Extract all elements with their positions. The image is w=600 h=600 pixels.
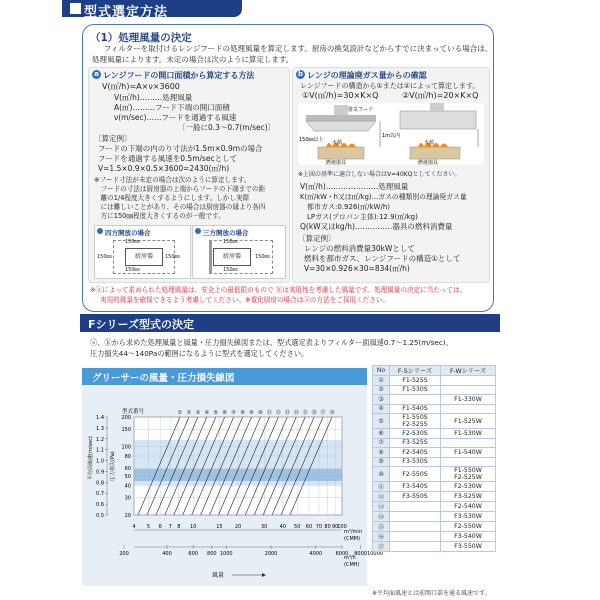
table-row (373, 512, 496, 522)
intro-line-2: 処理風量によります。未定の場合は次のように算定します。 (92, 55, 294, 64)
table-cell: F2-550S (390, 467, 441, 482)
table-cell: ⑬ (373, 502, 390, 512)
cmh-tick: 6000 (335, 551, 349, 557)
table-row (373, 438, 496, 448)
table-cell: ⑫ (373, 492, 390, 502)
device-box: 厨房器 (213, 248, 251, 266)
cmh-tick: 200 (119, 551, 129, 557)
dim-label: 150㎜ (223, 267, 238, 273)
diagram-label: 燃焼器具 (418, 160, 439, 166)
cmm-tick: 15 (216, 524, 223, 530)
series-label: ② (186, 410, 192, 416)
series-label: ⑯ (311, 410, 317, 416)
pressure-tick: 200 (121, 415, 131, 421)
series-label: ⑦ (231, 410, 236, 416)
series-label: ⑱ (329, 410, 335, 416)
table-cell: F3-530W (441, 512, 496, 522)
three-side-title: 三方開放の場合 (203, 229, 249, 237)
pressure-tick: 100 (121, 444, 131, 451)
table-cell: F1-330W (441, 395, 496, 405)
table-row (373, 482, 496, 492)
section-title: （1）処理風量の決定 (90, 32, 192, 44)
badge-a-icon: a (92, 70, 101, 79)
dim-label: 150㎜ (97, 254, 112, 260)
table-cell: F3-525W (441, 492, 496, 502)
cmm-tick: 50 (294, 524, 301, 530)
diagram-label: 燃焼器具 (326, 160, 347, 166)
pressure-tick: 80 (124, 453, 131, 460)
table-row (373, 467, 496, 482)
dim-label: 150㎜ (165, 254, 180, 260)
dim-label: 150㎜ (223, 239, 238, 245)
fseries-title: Fシリーズ型式の決定 (88, 318, 194, 331)
device-box: 厨房器 (125, 248, 163, 266)
series-label: ⑮ (302, 410, 308, 416)
left-remark-3: 離の1/4程度大きくするようにします。しかし実際 (94, 194, 250, 202)
table-header-cell: No (373, 366, 390, 376)
right-def-lp-gas: LPガス(プロパン主体):12.9(㎥/kg) (300, 213, 418, 221)
table-cell: ⑨ (373, 457, 390, 467)
left-example-title: 〔算定例〕 (94, 134, 132, 143)
table-row (373, 414, 496, 429)
cmm-tick: 80 (324, 524, 331, 530)
table-header-cell: F-Wシリーズ (441, 366, 496, 376)
velocity-tick: 1.0 (96, 458, 104, 465)
left-example-2: フードを通過する風速を0.5m/secとして (98, 154, 238, 163)
table-cell (390, 542, 441, 552)
pressure-tick: 40 (124, 483, 131, 490)
table-cell: F1-530S (390, 385, 441, 395)
cmh-tick: 400 (162, 551, 172, 557)
table-cell: ③ (373, 395, 390, 405)
table-row (373, 429, 496, 439)
table-row (373, 542, 496, 552)
four-side-diagram (94, 225, 191, 279)
table-cell: F2-550W (441, 522, 496, 532)
fseries-desc-1: ⓐ、ⓑから求めた処理風量と風量・圧力損失線図または、型式選定表よりフィルター面風速0.7〜1.25(m/sec)、 (90, 338, 453, 347)
pressure-axis-label: 圧力損失(Pa) (110, 451, 116, 481)
table-cell: ⑤ (373, 414, 390, 429)
diagram-caption: ※上図の基準に適合しない場合はV=40KQとしてください。 (298, 171, 461, 178)
table-cell: ④ (373, 404, 390, 414)
table-cell: F2-540W (441, 502, 496, 512)
series-label: ⑭ (293, 410, 299, 416)
table-cell (441, 457, 496, 467)
header-square-icon (70, 3, 81, 14)
table-cell (390, 512, 441, 522)
left-heading: a レンジフードの開口面積から算定する方法 (92, 70, 254, 81)
series-label: ⑧ (240, 410, 245, 416)
cmm-tick: 90 (332, 524, 339, 530)
left-remark-2: フードの寸法は厨房器の上端からフードの下端までの距 (94, 185, 266, 193)
right-example-title: 〔算定例〕 (298, 234, 336, 243)
table-cell: ② (373, 385, 390, 395)
cmh-tick: 800 (207, 551, 217, 557)
velocity-tick: 0.9 (96, 469, 104, 476)
fseries-bar (80, 314, 500, 332)
diagram-label: 排気フード (348, 107, 373, 113)
pressure-tick: 20 (124, 513, 131, 519)
table-cell: F3-530S (390, 457, 441, 467)
cmh-tick: 2000 (264, 551, 278, 557)
cmh-unit: m³/h (344, 555, 356, 561)
right-example-3: V=30×0.926×30=834(㎥/h) (304, 264, 410, 273)
blue-dot-icon (97, 228, 103, 234)
table-row (373, 404, 496, 414)
table-cell: F3-550S (390, 492, 441, 502)
table-cell: F2-530S (390, 429, 441, 439)
left-example-1: フードの下端の内のり寸法が1.5m×0.9mの場合 (98, 144, 263, 153)
page-header (0, 0, 600, 18)
three-side-diagram (192, 225, 286, 279)
formula-def-range: 〔一般に0.3〜0.7(m/sec)〕 (178, 123, 276, 132)
cmm-tick: 60 (305, 524, 313, 530)
series-label: ⑰ (320, 410, 326, 416)
cmh-tick: 10000 (367, 551, 383, 557)
velocity-tick: 1.1 (96, 447, 104, 454)
table-cell: F3-550W (441, 542, 496, 552)
cmh-tick: 4000 (309, 551, 323, 557)
table-cell: F3-540S (390, 482, 441, 492)
right-intro-1: レンジフードの構造から①または②によって算定します。 (300, 82, 480, 90)
series-label: ⑬ (284, 410, 290, 416)
table-cell: ⑦ (373, 438, 390, 448)
warning-line-1: ※ⓐによって求められた処理風量は、安全上の最低限のもので ⓑは実用性を考慮した風量です。処理風量の決定に当たっては、 (90, 286, 467, 294)
cmm-tick: 7 (168, 524, 172, 530)
formula-def-a: A(㎡)………フード下端の開口面積 (114, 103, 230, 112)
table-cell (441, 385, 496, 395)
table-cell: ⑭ (373, 512, 390, 522)
table-cell: F1-550W F2-525W (441, 467, 496, 482)
series-label: ⑫ (275, 410, 281, 416)
page-title: 型式選定方法 (84, 5, 169, 20)
cmm-tick: 100 (337, 524, 347, 530)
left-remark-5: 方に150㎜程度大きくするのが一般です。 (94, 212, 225, 220)
velocity-tick: 0.7 (96, 491, 104, 498)
pressure-tick: 30 (124, 495, 131, 502)
table-cell (390, 522, 441, 532)
legend-label: 型式番号 (122, 409, 145, 415)
table-cell: F1-525W (441, 414, 496, 429)
model-table (372, 365, 496, 552)
table-cell (390, 532, 441, 542)
pressure-tick: 50 (124, 474, 131, 481)
table-cell: F2-530W (441, 482, 496, 492)
table-row (373, 492, 496, 502)
table-cell: ⑰ (373, 542, 390, 552)
table-row (373, 395, 496, 405)
right-example-1: レンジの燃料消費量30kWとして (304, 244, 415, 253)
pressure-tick: 60 (124, 466, 131, 473)
chart-title: グリーサーの風量・圧力損失線図 (92, 373, 235, 384)
cmm-tick: 70 (315, 524, 323, 530)
four-side-title: 四方開放の場合 (105, 229, 151, 237)
cmm-tick: 40 (279, 524, 286, 530)
table-row (373, 522, 496, 532)
x-axis-label: 風量 (212, 572, 225, 579)
right-def-q: Q(kW又はkg/h)……………器具の燃料消費量 (300, 222, 453, 231)
cmm-tick: 10 (190, 524, 197, 530)
table-row (373, 502, 496, 512)
cmh-tick: 1000 (219, 551, 233, 557)
table-cell (390, 395, 441, 405)
table-row (373, 532, 496, 542)
velocity-tick: 0.5 (96, 513, 104, 519)
table-row (373, 448, 496, 458)
table-cell: ⑯ (373, 532, 390, 542)
dim-label: 150㎜ (125, 239, 140, 245)
velocity-tick: 1.3 (96, 425, 104, 432)
pressure-tick: 150 (121, 427, 131, 434)
table-cell: F1-540S (390, 404, 441, 414)
table-note: ※平均面風速とは前開口部を通る風速です。 (372, 590, 491, 597)
table-cell: ① (373, 376, 390, 386)
warning-line-2: 実用的風量を確保できるよう考慮してください。※電化厨房の場合はⓐの方法をご採用ください。 (100, 296, 390, 304)
table-cell: F1-530W (441, 429, 496, 439)
right-def-v: V(㎥/h)…………………処理風量 (300, 182, 409, 191)
series-label: ⑤ (213, 410, 219, 416)
diagram-label: 1m以内 (382, 133, 401, 139)
cmh-tick: 8000 (354, 551, 367, 557)
velocity-tick: 1.2 (96, 436, 104, 443)
right-formula-1: ①V(㎥/h)=30×K×Q (302, 91, 379, 100)
right-example-2: 燃料を都市ガス、レンジフードの構造①として (304, 254, 461, 263)
series-label: ⑥ (222, 410, 227, 416)
table-cell (441, 404, 496, 414)
diagram-label: 150㎜以上 (299, 137, 324, 143)
velocity-tick: 0.6 (96, 502, 104, 509)
right-def-k: K(㎥/kW・h又は㎥/kg)…ガスの種類別の理論廃ガス量 (300, 193, 467, 201)
series-label: ④ (204, 410, 210, 416)
table-cell: F3-540W (441, 532, 496, 542)
cmm-unit-b: (CMM) (344, 536, 361, 542)
cmm-tick: 20 (234, 524, 242, 530)
right-heading: b レンジの理論廃ガス量からの確認 (297, 70, 427, 80)
table-cell (441, 376, 496, 386)
diagram-label: 火源 (332, 140, 343, 146)
cmm-unit: m³/min (344, 529, 362, 535)
series-label: ⑩ (258, 410, 263, 416)
table-cell: F1-550S F2-525S (390, 414, 441, 429)
pressure-loss-chart (82, 385, 383, 586)
right-formula-2: ②V(㎥/h)=20×K×Q (402, 91, 479, 100)
arrow-head-icon (262, 573, 266, 577)
table-cell: F2-540S (390, 448, 441, 458)
cmh-tick: 600 (188, 551, 198, 557)
table-cell: ⑧ (373, 448, 390, 458)
cmm-tick: 4 (132, 524, 136, 530)
table-cell: ⑪ (373, 482, 390, 492)
left-remark-4: には難しいことがあり、その場合は厨房器の縁より各四 (94, 203, 266, 211)
formula-def-v: V(㎥/h)………処理風量 (114, 93, 193, 102)
velocity-axis-label: 平均面風速(m/sec) (88, 436, 94, 480)
left-example-3: V=1.5×0.9×0.5×3600=2430(㎥/h) (98, 164, 230, 173)
table-header-cell: F-Sシリーズ (390, 366, 441, 376)
fseries-desc-2: 圧力損失44〜140Paの範囲になるように型式を選定してください。 (90, 349, 309, 358)
table-cell: F1-525S (390, 376, 441, 386)
table-row (373, 385, 496, 395)
velocity-tick: 0.8 (96, 480, 104, 487)
cmh-unit-b: (CMH) (344, 562, 360, 568)
cmm-tick: 5 (146, 524, 151, 530)
series-label: ⑪ (266, 410, 272, 416)
table-row (373, 376, 496, 386)
diagram-label: 火源 (424, 140, 435, 146)
cmm-tick: 30 (261, 524, 268, 530)
dim-label: 150㎜ (125, 267, 140, 273)
series-label: ③ (195, 410, 201, 416)
right-def-city-gas: 都市ガス:0.926(㎥/kW/h) (300, 203, 390, 211)
badge-b-icon: b (297, 70, 303, 78)
chart-header (82, 368, 367, 385)
table-cell: ⑩ (373, 467, 390, 482)
left-remark-1: ※フード寸法が未定の場合は次のように算定します。 (94, 176, 251, 184)
table-cell (441, 438, 496, 448)
table-row (373, 457, 496, 467)
table-cell: ⑥ (373, 429, 390, 439)
formula-def-nu: ν(m/sec)……フードを通過する風速 (114, 113, 237, 122)
table-cell: ⑮ (373, 522, 390, 532)
blue-dot-icon (195, 228, 201, 234)
series-label: ⑨ (249, 410, 254, 416)
formula-line: V(㎥/h)=A×ν×3600 (102, 82, 180, 91)
cmm-tick: 6 (158, 524, 162, 530)
intro-line-1: フィルターを取付けるレンジフードの処理風量を算定します。厨房の換気設計などからすでに決まっている場合は、 (104, 44, 493, 53)
table-cell: F1-540W (441, 448, 496, 458)
hood-structure-diagram (296, 101, 486, 167)
table-header-row (373, 366, 496, 376)
series-label: ① (177, 410, 183, 416)
table-cell: F3-525S (390, 438, 441, 448)
dim-label: 150㎜ (255, 254, 270, 260)
velocity-tick: 1.4 (96, 415, 104, 421)
cmm-tick: 8 (177, 524, 181, 530)
table-cell (390, 502, 441, 512)
